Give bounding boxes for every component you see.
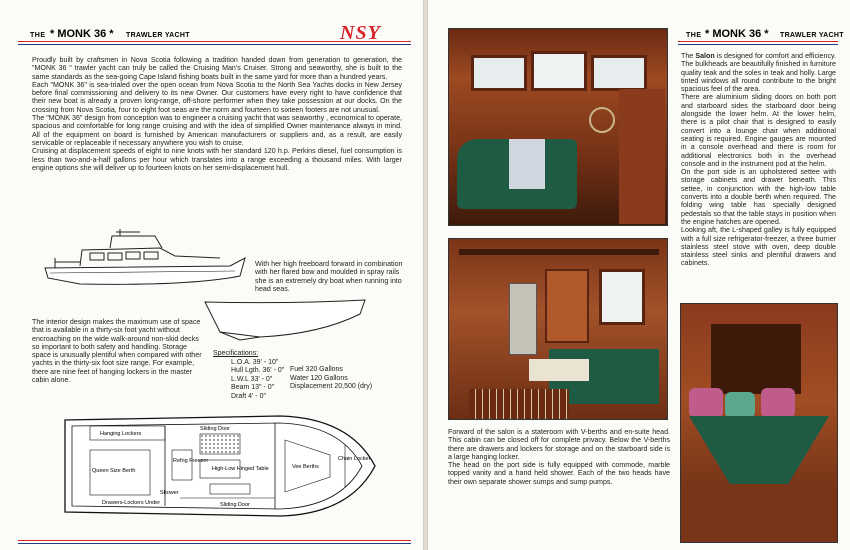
salon-photo [448,28,668,226]
plan-label: Refrig Freezer [173,458,209,464]
interior-text: The interior design makes the maximum use of space that is available in a thirty-six foot yacht without encroaching on the wide walk-around non-skid decks so important to both safety and handling. Storage space is unusually plentiful when compared with other yachts in the thirty-six foot size range. For example, there are nine feet of hanging lockers in the master cabin alone. [32,318,202,385]
salon-paragraph: On the port side is an upholstered settee with storage cabinets and drawer beneath. This settee, in conjunction with the high-low table converts into a double berth when required. The folding wing table has specially designed pedestals so that the table stays in position when the engine hatches are opened. [681,168,836,226]
hull-profile-drawing [200,292,370,347]
stateroom-paragraph: Forward of the salon is a stateroom with V-berths and en-suite head. This cabin can be closed off for complete privacy. Below the V-berths there are drawers and lockers for storage and on the starboard side is a large hanging locker. [448,428,670,461]
plan-label: Vee Berths [292,464,319,470]
salon-bold: Salon [695,52,715,60]
header-subtitle: TRAWLER YACHT [126,32,190,39]
specifications [213,350,284,402]
spec-line: Water 120 Gallons [290,374,348,382]
intro-paragraph: Each "MONK 36" is sea-trialed over the open ocean from Nova Scotia to the North Sea Yachts docks in New Jersey before final commissioning and delivery to its new Owner. Our customers have every right to have confidence that their new boat is already a proven long-range, off-shore performer when they take possession at our docks. On the crossing from Nova Scotia, four to eight foot seas are the norm and fourteen to sixteen footers are not unusual. [32,80,402,114]
header-rule-blue [678,44,838,45]
freeboard-text: With her high freeboard forward in combination with her flared bow and moulded in spray rails she is an extremely dry boat when running into head seas. [255,260,403,293]
plan-label: Sliding Door [200,426,230,432]
salon-lead: The [681,52,696,60]
intro-paragraph: The "MONK 36" design from conception was to engineer a cruising yacht that was seaworthy , economical to operate, spacious and comfortable for long range cruising and with the idea of simplified Owner maintenance always in mind. All of the equipment on board is furnished by American manufacturers or suppliers and, as a result, are easily servicable or replaceable if necessary anywhere you wish to cruise. [32,114,402,147]
header-rule-red [678,41,838,42]
salon-paragraph: There are aluminium sliding doors on both port and starboard sides the starboard door being alongside the lower helm. At the lower helm, there is a pilot chair that is designed to easily convert into a lounge chair when additional seating is required. Engine gauges are mounted in a console overhead and there is room for additional electronics both in the overhead console and in the instrument pod at the helm. [681,93,836,168]
salon-paragraph: Looking aft, the L-shaped galley is fully equipped with a full size refrigerator-freezer, a three burner stainless steel stove with oven, deep double stainless steel sinks and plentiful drawers and cabinets. [681,226,836,268]
plan-label: Drawers-Lockers Under [102,500,161,506]
plan-label: High-Low Hinged Table [212,466,269,472]
nsy-logo: NSY [340,22,381,44]
salon-paragraph [681,52,836,93]
header-the: THE [686,32,702,39]
stateroom-paragraph: The head on the port side is fully equipped with commode, marble topped vanity and a hand held shower. Each of the two heads have their own separate shower sumps and sump pumps. [448,461,670,486]
plan-label: Shower [160,490,179,496]
header-the: THE [30,32,46,39]
salon-text [681,52,836,268]
floor-plan-drawing [60,410,380,522]
spec-line: Draft 4' - 0" [231,392,266,400]
header-model-name: * MONK 36 * [50,28,114,40]
specs-col-1 [213,359,284,402]
plan-label: Sliding Door [220,502,250,508]
intro-paragraph: Proudly built by craftsmen in Nova Scotia following a tradition handed down from generation to generation, the "MONK 36 " trawler yacht can truly be called the Cruising Man's Cruiser. Strong and seaworthy, she is built to the same standards as the sea-going Cape Island fishing boats built in the same yard for more than a hundred years. [32,56,402,81]
specs-col-2 [290,366,372,392]
specs-title: Specifications: [213,350,259,357]
intro-text [32,56,402,172]
right-page [428,0,850,550]
stateroom-text [448,428,670,486]
plan-label: Queen Size Berth [92,468,136,474]
boat-profile-drawing [40,228,250,290]
footer-rule-red [18,540,411,541]
spec-line: Hull Lgth. 36' - 0" [231,367,285,375]
left-page [0,0,423,550]
intro-paragraph: Cruising at displacement speeds of eight to nine knots with her standard 120 h.p. Perkins diesel, fuel consumption is less than two-and-a-half gallons per hour which translates into a range exceeding a thousand miles. With larger engine options she will deliver up to fourteen knots on her semi-displacement hull. [32,147,402,172]
header-subtitle: TRAWLER YACHT [780,32,844,39]
spec-line: Displacement 20,500 (dry) [290,383,373,391]
salon-rest: is designed for comfort and efficiency. The bulkheads are beautifully finished in furniture quality teak and the soles in teak and holly. Large tinted windows all round contribute to the bright spacious feel of the area. [681,52,836,94]
galley-photo [448,238,668,420]
spec-line: Beam 13" - 0" [231,384,275,392]
spec-line: Fuel 320 Gallons [290,366,343,373]
spec-line: L.O.A. 39' - 10" [231,358,279,366]
header-model-name: * MONK 36 * [705,28,769,40]
plan-label: Chain Locker [338,456,371,462]
stateroom-photo [680,303,838,543]
plan-label: Hanging Lockers [100,431,142,437]
spec-line: L.W.L 33' - 0" [231,375,273,383]
footer-rule-blue [18,543,411,544]
